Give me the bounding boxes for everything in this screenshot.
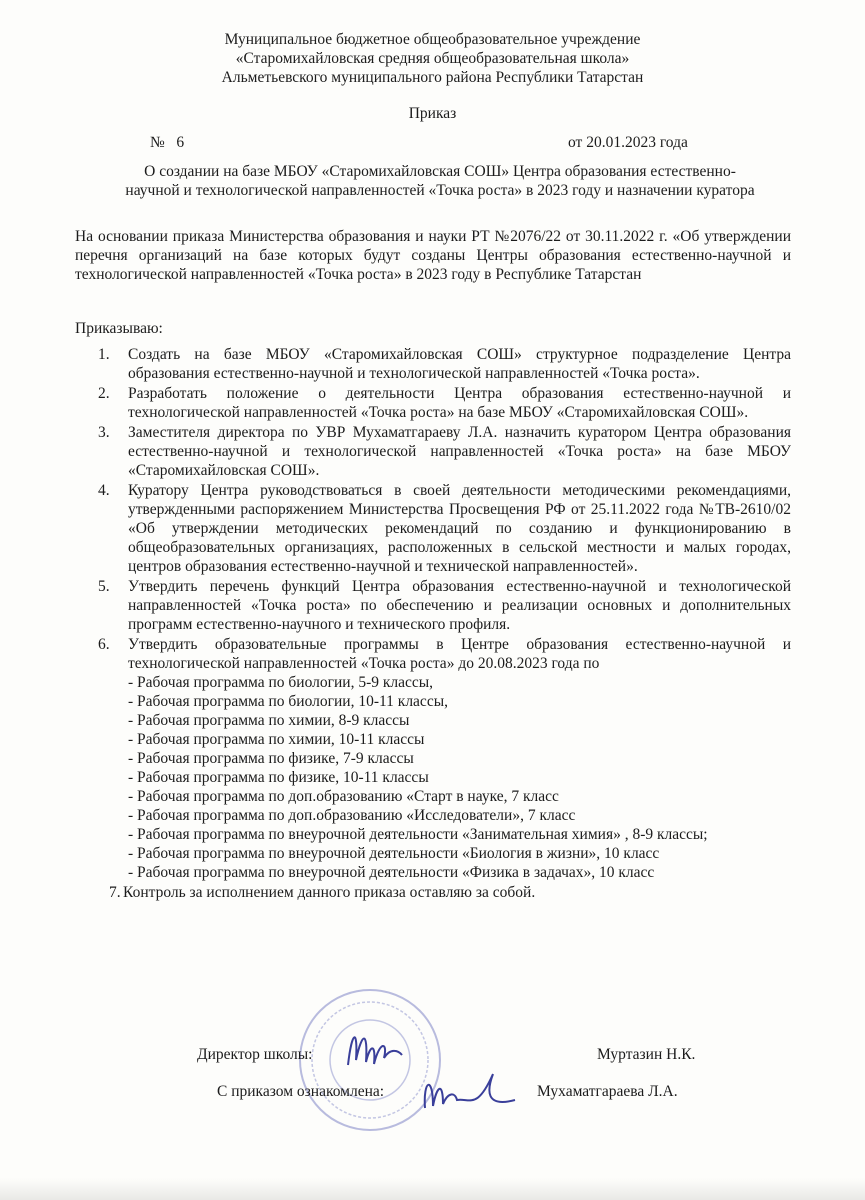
director-name: Муртазин Н.К. <box>597 1046 696 1063</box>
list-item <box>75 635 791 882</box>
list-item <box>75 384 791 422</box>
order-items <box>75 345 791 903</box>
order-word: Приказываю: <box>75 320 163 337</box>
program-item: - Рабочая программа по доп.образованию «Старт в науке, 7 класс <box>128 788 559 805</box>
program-item: - Рабочая программа по внеурочной деятельности «Физика в задачах», 10 класс <box>128 864 655 881</box>
item-number: 4. <box>98 482 110 499</box>
program-item: - Рабочая программа по химии, 10-11 классы <box>128 731 425 748</box>
item-number: 6. <box>98 636 110 653</box>
item-number: 7. <box>109 884 121 901</box>
header-line: Муниципальное бюджетное общеобразовательное учреждение <box>224 31 641 48</box>
order-date: от 20.01.2023 года <box>568 134 688 151</box>
program-item: - Рабочая программа по доп.образованию «Исследователи», 7 класс <box>128 807 576 824</box>
subject-line: О создании на базе МБОУ «Старомихайловская СОШ» Центра образования естественно- <box>144 163 736 180</box>
item-number: 2. <box>98 385 110 402</box>
subject-line: научной и технологической направленностей «Точка роста» в 2023 году и назначении куратора <box>125 182 755 199</box>
header-line: Альметьевского муниципального района Республики Татарстан <box>221 69 644 86</box>
acknowledgement-signature <box>415 1070 525 1115</box>
item-text: Создать на базе МБОУ «Старомихайловская СОШ» структурное подразделение Центра образования естественно-научной и технологической направленностей «Точка роста». <box>128 346 791 382</box>
program-item: - Рабочая программа по химии, 8-9 классы <box>128 712 410 729</box>
item-number: 1. <box>98 346 110 363</box>
document-type: Приказ <box>408 105 457 122</box>
item-text: Контроль за исполнением данного приказа оставляю за собой. <box>123 884 536 901</box>
program-item: - Рабочая программа по внеурочной деятельности «Биология в жизни», 10 класс <box>128 845 660 862</box>
basis-paragraph: На основании приказа Министерства образования и науки РТ №2076/22 от 30.11.2022 г. «Об утверждении перечня организаций на базе которых будут созданы Центры образования естественно-научной и технологической направленностей «Точка роста» в 2023 году в Республике Татарстан <box>75 228 791 283</box>
item-text: Разработать положение о деятельности Центра образования естественно-научной и технологической направленностей «Точка роста» на базе МБОУ «Старомихайловская СОШ». <box>128 385 791 421</box>
acknowledgement-name: Мухаматгараева Л.А. <box>537 1083 678 1100</box>
item-text: Заместителя директора по УВР Мухаматгараеву Л.А. назначить куратором Центра образования естественно-научной и технологической направленностей «Точка роста» на базе МБОУ «Старомихайловская СОШ». <box>128 424 791 479</box>
item-text: Утвердить перечень функций Центра образования естественно-научной и технологической направленностей «Точка роста» по обеспечению и реализации основных и дополнительных программ естественно-научного и технического профиля. <box>128 578 791 633</box>
list-item <box>75 577 791 634</box>
program-item: - Рабочая программа по биологии, 10-11 классы, <box>128 693 448 710</box>
program-item: - Рабочая программа по физике, 7-9 классы <box>128 750 414 767</box>
list-item <box>75 883 791 902</box>
institution-header <box>0 30 865 87</box>
list-item <box>75 481 791 576</box>
item-number: 5. <box>98 578 110 595</box>
program-item: - Рабочая программа по внеурочной деятельности «Занимательная химия» , 8-9 классы; <box>128 826 708 843</box>
list-item <box>75 423 791 480</box>
director-label: Директор школы: <box>197 1046 313 1063</box>
item-text: Куратору Центра руководствоваться в своей деятельности методическими рекомендациями, утвержденными распоряжением Министерства Просвещения РФ от 25.11.2022 года №ТВ-2610/02 «Об утверждении методических рекомендаций по созданию и функционированию в общеобразовательных организациях, расположенных в сельской местности и малых городах, центров образования естественно-научной и технической направленностей». <box>128 482 791 575</box>
scan-edge <box>0 1178 865 1200</box>
acknowledgement-label: С приказом ознакомлена: <box>217 1083 385 1100</box>
header-line: «Старомихайловская средняя общеобразовательная школа» <box>235 50 630 67</box>
list-item <box>75 345 791 383</box>
item-text: Утвердить образовательные программы в Центре образования естественно-научной и технологической направленностей «Точка роста» до 20.08.2023 года по <box>128 636 791 672</box>
item-number: 3. <box>98 424 110 441</box>
program-item: - Рабочая программа по физике, 10-11 классы <box>128 769 429 786</box>
order-subject <box>60 162 820 200</box>
order-number: № 6 <box>150 134 185 151</box>
program-item: - Рабочая программа по биологии, 5-9 классы, <box>128 674 434 691</box>
director-signature <box>340 1020 410 1080</box>
